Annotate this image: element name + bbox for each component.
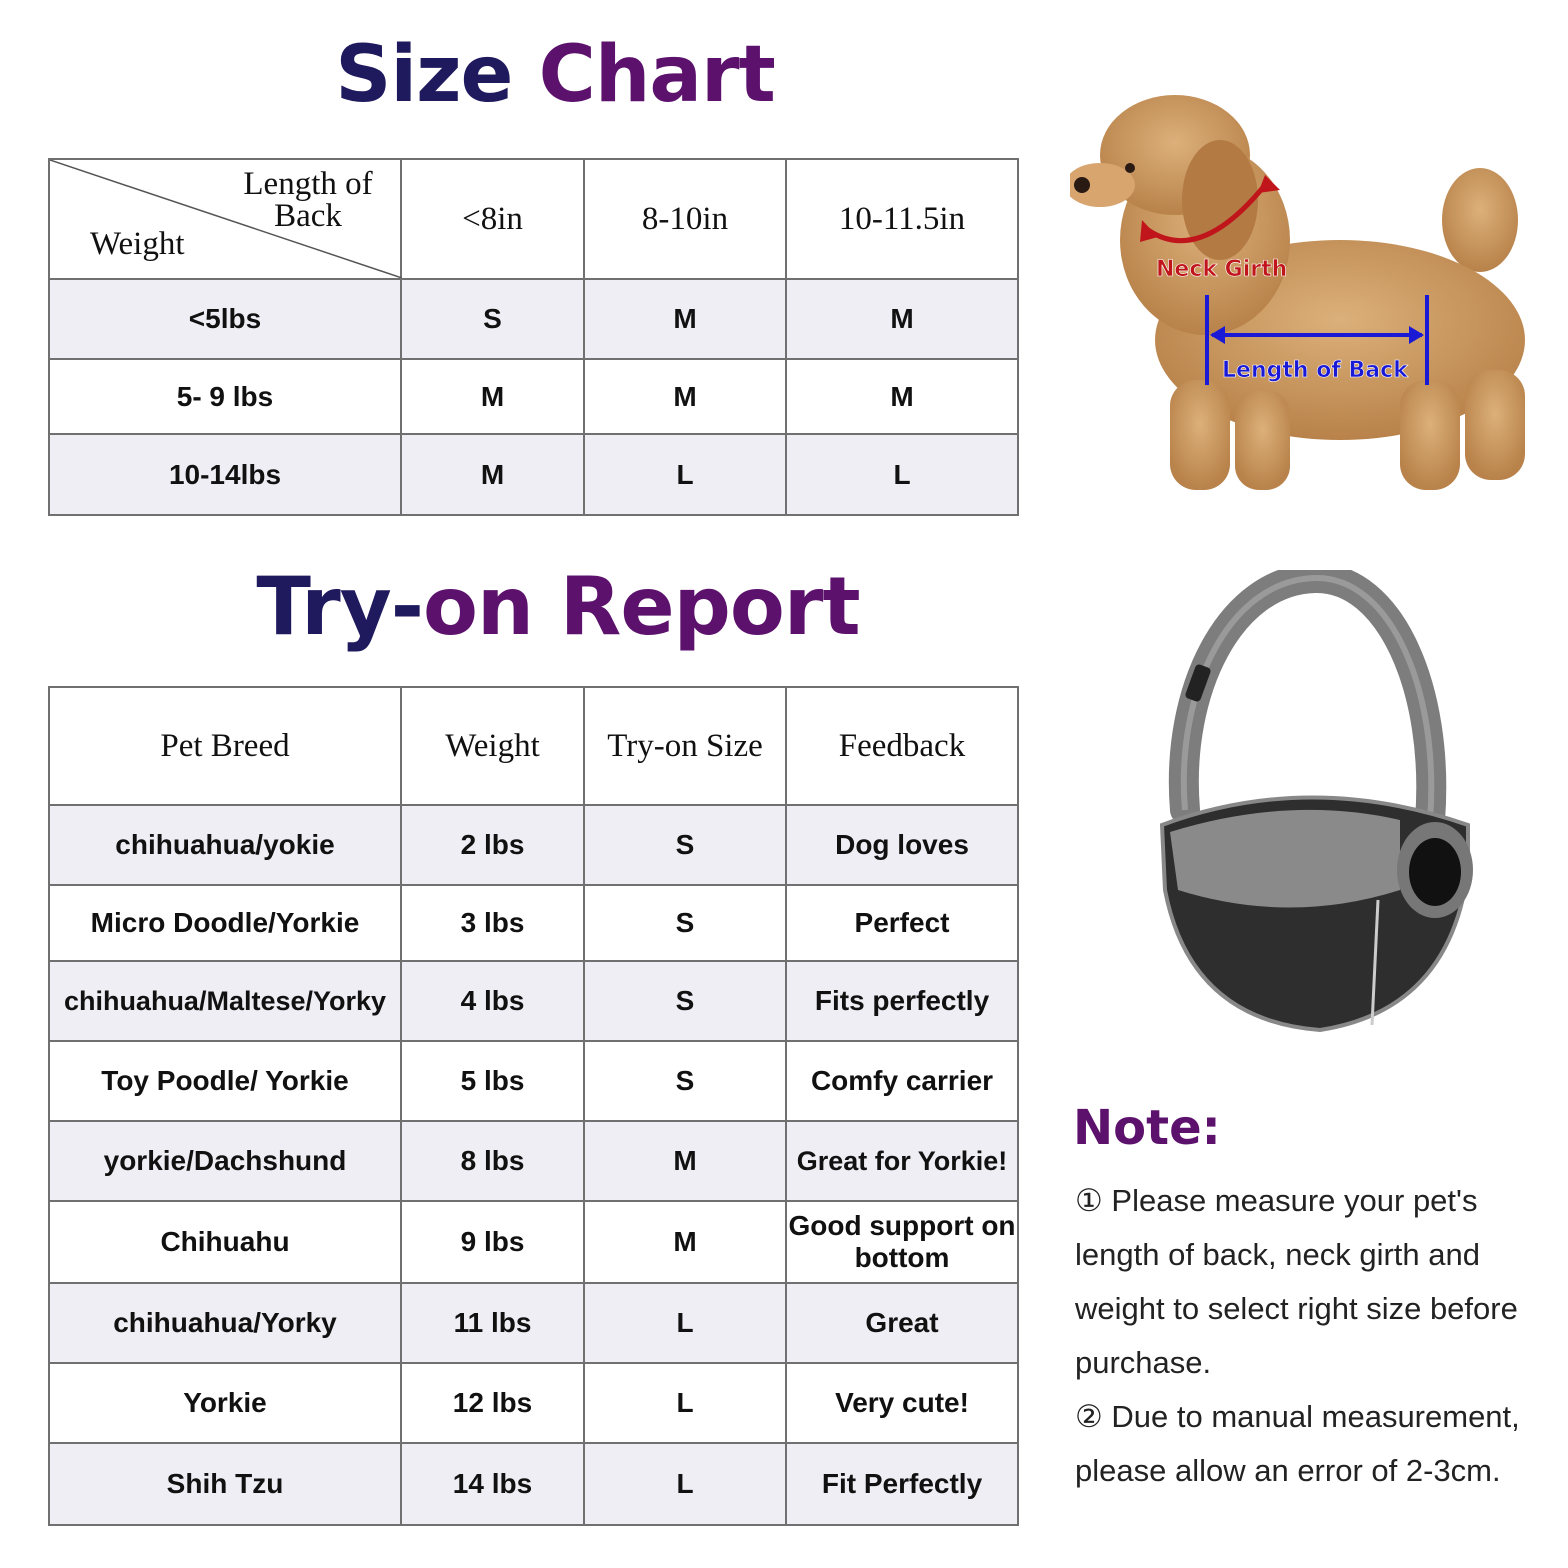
report-weight: 8 lbs <box>401 1121 584 1201</box>
report-weight: 3 lbs <box>401 885 584 961</box>
report-weight: 9 lbs <box>401 1201 584 1283</box>
report-col-header: Pet Breed <box>49 687 401 805</box>
sling-bag-illustration <box>1150 570 1480 1040</box>
size-cell: L <box>786 434 1018 515</box>
report-col-header: Try-on Size <box>584 687 786 805</box>
report-size: S <box>584 1041 786 1121</box>
size-col-header: <8in <box>401 159 584 279</box>
size-chart-row <box>49 434 1018 515</box>
report-breed: Micro Doodle/Yorkie <box>49 885 401 961</box>
size-cell: M <box>584 359 786 434</box>
size-chart-title-word1: Size <box>335 30 513 120</box>
report-size: L <box>584 1283 786 1363</box>
report-size: S <box>584 961 786 1041</box>
length-of-back-label: Length of Back <box>1222 358 1408 383</box>
size-chart-corner-cell <box>49 159 401 279</box>
size-cell: M <box>786 359 1018 434</box>
size-chart-row <box>49 279 1018 359</box>
report-size: L <box>584 1363 786 1443</box>
report-breed: chihuahua/Maltese/Yorky <box>49 961 401 1041</box>
report-size: S <box>584 805 786 885</box>
report-title-word2: on Report <box>423 560 860 653</box>
report-row <box>49 1201 1018 1283</box>
report-size: M <box>584 1121 786 1201</box>
size-cell: L <box>584 434 786 515</box>
report-size: M <box>584 1201 786 1283</box>
report-row <box>49 1443 1018 1525</box>
report-title <box>0 560 1116 653</box>
report-header-row <box>49 687 1018 805</box>
size-col-header: 10-11.5in <box>786 159 1018 279</box>
size-chart-title-word2: Chart <box>538 30 775 120</box>
size-row-weight: <5lbs <box>49 279 401 359</box>
size-row-weight: 5- 9 lbs <box>49 359 401 434</box>
size-cell: S <box>401 279 584 359</box>
report-weight: 12 lbs <box>401 1363 584 1443</box>
note-item-1: ① Please measure your pet's length of back, neck girth and weight to select right size before purchase. <box>1075 1183 1518 1380</box>
report-feedback: Great <box>786 1283 1018 1363</box>
report-row <box>49 1121 1018 1201</box>
note-item-2: ② Due to manual measurement, please allow an error of 2-3cm. <box>1075 1399 1520 1488</box>
size-chart-header-row <box>49 159 1018 279</box>
size-row-weight: 10-14lbs <box>49 434 401 515</box>
report-row <box>49 1041 1018 1121</box>
report-feedback: Great for Yorkie! <box>786 1121 1018 1201</box>
report-weight: 11 lbs <box>401 1283 584 1363</box>
report-feedback: Dog loves <box>786 805 1018 885</box>
sling-bag-image <box>1150 570 1480 1040</box>
report-feedback: Comfy carrier <box>786 1041 1018 1121</box>
report-breed: Yorkie <box>49 1363 401 1443</box>
note-title: Note: <box>1073 1100 1221 1156</box>
size-cell: M <box>401 434 584 515</box>
size-cell: M <box>584 279 786 359</box>
report-col-header: Weight <box>401 687 584 805</box>
report-feedback: Good support on bottom <box>786 1201 1018 1283</box>
report-weight: 5 lbs <box>401 1041 584 1121</box>
size-col-header: 8-10in <box>584 159 786 279</box>
report-feedback: Fits perfectly <box>786 961 1018 1041</box>
report-row <box>49 1363 1018 1443</box>
report-col-header: Feedback <box>786 687 1018 805</box>
size-chart-title <box>0 30 1110 120</box>
report-breed: Shih Tzu <box>49 1443 401 1525</box>
report-breed: chihuahua/yokie <box>49 805 401 885</box>
dog-measurement-illustration <box>1070 90 1540 510</box>
report-row <box>49 805 1018 885</box>
report-weight: 4 lbs <box>401 961 584 1041</box>
poodle-image <box>1070 90 1540 510</box>
report-breed: yorkie/Dachshund <box>49 1121 401 1201</box>
size-chart-table <box>48 158 1019 516</box>
try-on-report-table <box>48 686 1019 1526</box>
neck-girth-label: Neck Girth <box>1156 257 1288 282</box>
size-chart-row <box>49 359 1018 434</box>
report-row <box>49 961 1018 1041</box>
corner-column-label: Length of Back <box>243 166 373 234</box>
report-breed: Chihuahu <box>49 1201 401 1283</box>
report-weight: 14 lbs <box>401 1443 584 1525</box>
size-cell: M <box>786 279 1018 359</box>
report-feedback: Perfect <box>786 885 1018 961</box>
report-weight: 2 lbs <box>401 805 584 885</box>
report-title-word1: Try- <box>256 560 424 653</box>
report-row <box>49 1283 1018 1363</box>
corner-row-label: Weight <box>90 226 185 262</box>
report-breed: Toy Poodle/ Yorkie <box>49 1041 401 1121</box>
report-breed: chihuahua/Yorky <box>49 1283 401 1363</box>
report-size: S <box>584 885 786 961</box>
report-row <box>49 885 1018 961</box>
report-feedback: Fit Perfectly <box>786 1443 1018 1525</box>
report-feedback: Very cute! <box>786 1363 1018 1443</box>
size-cell: M <box>401 359 584 434</box>
report-size: L <box>584 1443 786 1525</box>
